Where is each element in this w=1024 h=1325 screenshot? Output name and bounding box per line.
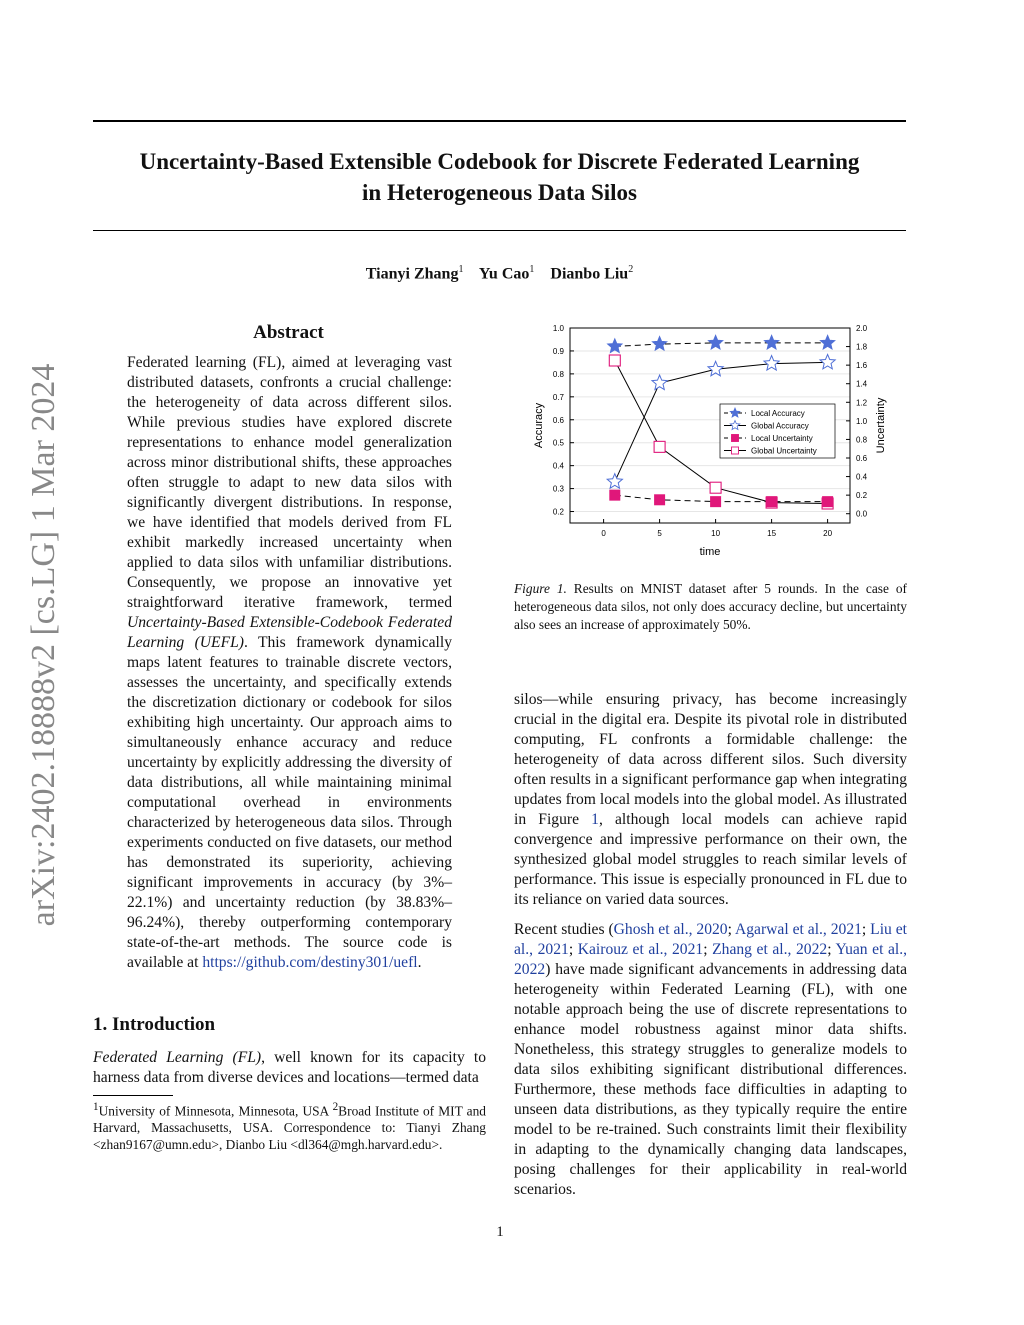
data-point — [607, 474, 622, 488]
data-point — [654, 494, 665, 505]
data-point — [766, 496, 777, 507]
title-line-1: Uncertainty-Based Extensible Codebook for Discrete Federated Learning — [139, 149, 860, 174]
figure-1-chart — [520, 318, 890, 563]
para-text: , although local models can achieve rapid convergence and impressive performance on their own, the synthesized global model struggles to reach similar levels of performance. This issue is especially pronounced in FL due to its reliance on varied data sources. — [514, 811, 907, 908]
y-tick-label: 1.0 — [552, 324, 564, 333]
y-right-tick-label: 2.0 — [856, 324, 868, 333]
y-tick-label: 0.9 — [552, 346, 564, 356]
data-point — [654, 441, 665, 452]
citation-link[interactable]: Zhang et al., 2022 — [712, 941, 828, 958]
source-code-link[interactable]: https://github.com/destiny301/uefl — [202, 954, 418, 971]
page-number: 1 — [496, 1224, 504, 1240]
abstract-method-name: Uncertainty-Based Extensible-Codebook Federated Learning (UEFL) — [127, 614, 452, 651]
caption-text: Results on MNIST dataset after 5 rounds. In the case of heterogeneous data silos, not only does accuracy decline, but uncertainty also sees an increase of approximately 50%. — [514, 581, 907, 632]
y-right-tick-label: 1.0 — [856, 416, 868, 426]
data-point — [708, 335, 723, 349]
y-right-tick-label: 1.4 — [856, 379, 868, 389]
x-tick-label: 0 — [601, 529, 606, 538]
series-line — [615, 495, 828, 502]
author-name: Yu Cao — [478, 265, 530, 283]
footnote-text-1: University of Minnesota, Minnesota, USA — [98, 1103, 333, 1119]
intro-term: Federated Learning (FL) — [93, 1049, 262, 1066]
x-tick-label: 5 — [657, 529, 662, 538]
data-point — [820, 335, 835, 349]
intro-paragraph — [93, 1048, 486, 1088]
x-tick-label: 15 — [767, 529, 777, 538]
para-text: ) have made significant advancements in addressing data heterogeneity within Federated Learning (FL), with one notable approach being the use of discrete representations to enhance model robustness against minor data shifts. Nonetheless, this strategy struggles to generalize models to data silos exhibiting significant distributional differences. Furthermore, these methods face difficulties in adapting to unseen data distributions, as they typically require the entire model to be re-trained. Such constraints limit their flexibility in adapting to the dynamically changing data landscapes, posing challenges for their applicability in real-world scenarios. — [514, 961, 907, 1198]
author-name: Tianyi Zhang — [365, 265, 459, 283]
caption-label: Figure 1. — [514, 581, 567, 596]
paper-title — [93, 146, 906, 208]
y-tick-label: 0.8 — [552, 369, 564, 379]
abstract-body — [127, 353, 452, 973]
y-tick-label: 0.6 — [552, 415, 564, 425]
citation-link[interactable]: Kairouz et al., 2021 — [577, 941, 704, 958]
legend-entry: Global Accuracy — [751, 421, 809, 431]
y-tick-label: 0.5 — [552, 438, 564, 448]
data-point — [822, 496, 833, 507]
x-tick-label: 10 — [711, 529, 721, 538]
y-right-tick-label: 1.6 — [856, 361, 868, 371]
y-tick-label: 0.4 — [552, 461, 564, 471]
abstract-text-2: . This framework dynamically maps latent features to trainable discrete vectors, assesses the uncertainty, and specifically extends the discretization dictionary or codebook for silos exhibiting high uncertainty. Our approach aims to simultaneously enhance accuracy and reduce uncertainty by explicitly addressing the diversity of data distributions, all while maintaining minimal computational overhead in environments characterized by heterogeneous data silos. Through experiments conducted on five datasets, our method has demonstrated its superiority, achieving significant improvements in accuracy (by 3%–22.1%) and uncertainty reduction (by 38.83%–96.24%), thereby outperforming contemporary state-of-the-art methods. The source code is available at — [127, 634, 452, 971]
para-text: Recent studies ( — [514, 921, 614, 938]
abstract-text-end: . — [417, 954, 422, 971]
y-tick-label: 0.3 — [552, 484, 564, 494]
data-point — [710, 496, 721, 507]
figure-ref-link[interactable]: 1 — [591, 811, 599, 828]
y-right-tick-label: 0.0 — [856, 509, 868, 519]
para-text: silos—while ensuring privacy, has become increasingly crucial in the digital era. Despite its pivotal role in distributed computing, FL confronts a formidable challenge: the heterogeneity of data across different silos. Such diversity often results in a significant performance gap when integrating updates from local models into the global model. As illustrated in Figure — [514, 691, 907, 828]
figure-1-caption — [514, 580, 907, 634]
x-axis-label: time — [699, 546, 721, 558]
intro-paragraph-continued — [514, 690, 907, 910]
y-tick-label: 0.2 — [552, 507, 564, 517]
y-right-tick-label: 1.8 — [856, 342, 868, 352]
legend-entry: Global Uncertainty — [751, 446, 817, 456]
author-affiliation: 2 — [628, 264, 634, 275]
y-right-axis-label: Uncertainty — [875, 397, 887, 454]
arxiv-stamp: arXiv:2402.18888v2 [cs.LG] 1 Mar 2024 — [25, 363, 62, 927]
author-affiliation: 1 — [458, 264, 464, 275]
top-rule — [93, 120, 906, 122]
footnote-rule — [93, 1095, 173, 1096]
data-point — [652, 375, 667, 389]
series-line — [615, 343, 828, 347]
abstract-heading: Abstract — [253, 322, 324, 343]
data-point — [609, 355, 620, 366]
data-point — [764, 335, 779, 349]
citation-link[interactable]: Yuan et al., 2022 — [514, 941, 908, 978]
footnote-mark-2: 2 — [332, 1101, 339, 1113]
related-work-paragraph: Recent studies (Ghosh et al., 2020; Agarwal et al., 2021; Liu et al., 2021; Kairouz et al., 2021; Zhang et al., 2022; Yuan et al., 2022) have made significant advancements in addressing data heterogeneity within Federated Learning (FL), with one notable approach being the use of discrete representations to enhance model robustness against minor data shifts. Nonetheless, this strategy struggles to generalize models to data silos exhibiting significant distributional differences. Furthermore, these methods face difficulties in adapting to unseen data distributions, as they typically require the entire model to be re-trained. Such constraints limit their flexibility in adapting to the dynamically changing data landscapes, posing challenges for their applicability in real-world scenarios. — [514, 921, 908, 1198]
legend-marker — [732, 447, 739, 454]
y-tick-label: 0.7 — [552, 392, 564, 402]
y-right-tick-label: 0.6 — [856, 454, 868, 463]
bottom-rule — [93, 230, 906, 231]
author-affiliation: 1 — [529, 264, 535, 275]
footnote-mark-1: 1 — [93, 1101, 99, 1113]
data-point — [609, 490, 620, 501]
footnote-text-2: Broad Institute of MIT and Harvard, Massachusetts, USA. Correspondence to: Tianyi Zhang <zhan9167@umn.edu>, Dianbo Liu <dl364@mgh.harvard.edu>. — [93, 1103, 486, 1153]
citation-link[interactable]: Agarwal et al., 2021 — [735, 921, 862, 938]
y-axis-label: Accuracy — [533, 402, 545, 449]
y-right-tick-label: 1.2 — [856, 398, 868, 408]
title-line-2: in Heterogeneous Data Silos — [362, 180, 637, 205]
data-point — [820, 354, 835, 368]
y-right-tick-label: 0.2 — [856, 491, 868, 501]
author-list — [93, 264, 906, 283]
abstract-text-1: Federated learning (FL), aimed at leveraging vast distributed datasets, confronts a crucial challenge: the heterogeneity of data across different silos. While previous studies have explored discrete representations to enhance model generalization across minor distributional shifts, these approaches often struggle to adapt to new data silos with significantly divergent distributions. In response, we have identified that models derived from FL exhibit markedly increased uncertainty when applied to data silos with unfamiliar distributions. Consequently, we propose an innovative yet straightforward iterative framework, termed — [127, 354, 452, 611]
intro-text: , well known for its capacity to harness data from diverse devices and locations—termed data — [93, 1049, 486, 1086]
legend-marker — [732, 435, 739, 442]
footnote — [93, 1099, 486, 1153]
x-tick-label: 20 — [823, 529, 833, 538]
y-right-tick-label: 0.4 — [856, 472, 868, 482]
data-point — [764, 356, 779, 370]
citation-link[interactable]: Liu et al., 2021 — [514, 921, 907, 958]
author-name: Dianbo Liu — [550, 265, 629, 283]
citation-link[interactable]: Ghosh et al., 2020 — [613, 921, 728, 938]
legend-entry: Local Accuracy — [751, 409, 805, 418]
section-heading-introduction: 1. Introduction — [93, 1014, 216, 1035]
data-point — [710, 482, 721, 493]
data-point — [652, 336, 667, 350]
legend-entry: Local Uncertainty — [751, 434, 813, 443]
y-right-tick-label: 0.8 — [856, 435, 868, 445]
